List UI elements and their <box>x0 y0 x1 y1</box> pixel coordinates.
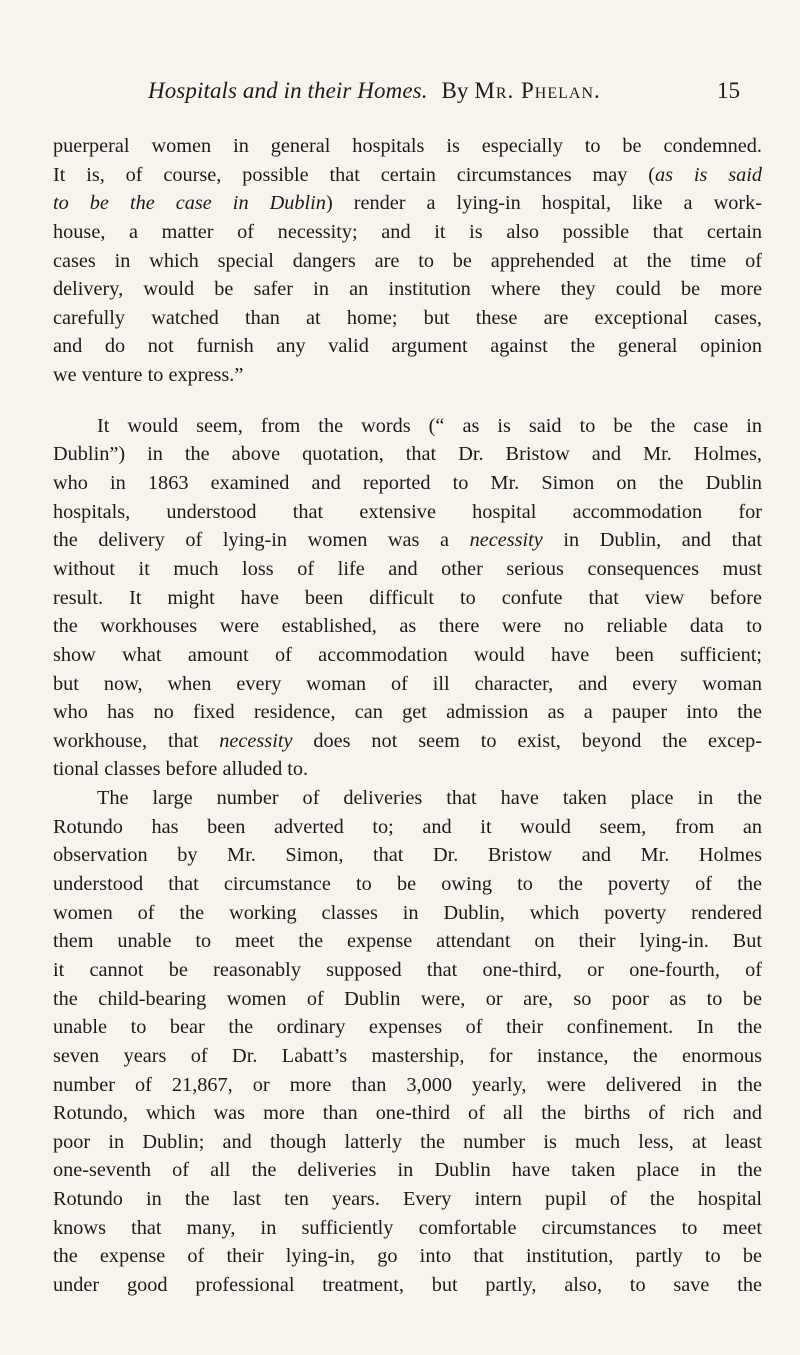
running-head-author: Mr. Phelan. <box>474 78 601 103</box>
text-line: the child-bearing women of Dublin were, or are, so poor as to be <box>53 987 762 1010</box>
text-line <box>53 161 762 190</box>
italic-text: as is said <box>654 163 762 186</box>
text-segment: workhouse, that <box>53 729 220 752</box>
text-line: Rotundo, which was more than one-third of all the births of rich and <box>53 1102 762 1125</box>
italic-text: necessity <box>219 729 293 752</box>
text-line <box>53 189 762 218</box>
paragraph <box>53 132 762 390</box>
running-head-title: Hospitals and in their Homes. <box>148 78 428 103</box>
text-line: Rotundo has been adverted to; and it would seem, from an <box>53 815 762 838</box>
text-segment: does not seem to exist, beyond the excep- <box>292 729 762 752</box>
text-line: number of 21,867, or more than 3,000 yearly, were delivered in the <box>53 1073 762 1096</box>
text-line: under good professional treatment, but partly, also, to save the <box>53 1273 762 1296</box>
text-line: who in 1863 examined and reported to Mr. Simon on the Dublin <box>53 472 762 495</box>
text-line: we venture to express.” <box>53 364 244 387</box>
text-line: hospitals, understood that extensive hospital accommodation for <box>53 500 762 523</box>
text-line: unable to bear the ordinary expenses of their confinement. In the <box>53 1016 762 1039</box>
text-line: who has no fixed residence, can get admission as a pauper into the <box>53 701 762 724</box>
paragraph <box>53 412 762 784</box>
page-number: 15 <box>717 78 740 103</box>
text-line: It would seem, from the words (“ as is said to be the case in <box>97 414 762 437</box>
running-head <box>148 74 740 108</box>
text-line: it cannot be reasonably supposed that one-third, or one-fourth, of <box>53 958 762 981</box>
text-line: result. It might have been difficult to confute that view before <box>53 586 762 609</box>
text-line: but now, when every woman of ill character, and every woman <box>53 672 762 695</box>
text-line: understood that circumstance to be owing to the poverty of the <box>53 873 762 896</box>
text-line: poor in Dublin; and though latterly the number is much less, at least <box>53 1130 762 1153</box>
text-line: and do not furnish any valid argument against the general opinion <box>53 335 762 358</box>
text-segment: ) render a lying-in hospital, like a work- <box>325 192 762 215</box>
text-line: The large number of deliveries that have taken place in the <box>97 787 762 810</box>
text-segment: in Dublin, and that <box>542 529 762 552</box>
text-line: carefully watched than at home; but these are exceptional cases, <box>53 306 762 329</box>
text-line: seven years of Dr. Labatt’s mastership, for instance, the enormous <box>53 1044 762 1067</box>
text-line: delivery, would be safer in an institution where they could be more <box>53 278 762 301</box>
text-line: tional classes before alluded to. <box>53 758 309 781</box>
text-segment: the delivery of lying-in women was a <box>53 529 470 552</box>
text-line: without it much loss of life and other serious consequences must <box>53 557 762 580</box>
italic-text: to be the case in Dublin <box>53 192 326 215</box>
text-line: them unable to meet the expense attendant on their lying-in. But <box>53 930 762 953</box>
text-line: the expense of their lying-in, go into that institution, partly to be <box>53 1245 762 1268</box>
text-line: the workhouses were established, as there were no reliable data to <box>53 615 762 638</box>
paragraph <box>53 784 762 1300</box>
text-line: Dublin”) in the above quotation, that Dr. Bristow and Mr. Holmes, <box>53 443 762 466</box>
text-line: puerperal women in general hospitals is especially to be condemned. <box>53 135 762 157</box>
italic-text: necessity <box>469 529 543 552</box>
text-line: observation by Mr. Simon, that Dr. Bristow and Mr. Holmes <box>53 844 762 867</box>
text-line <box>53 526 762 555</box>
text-line: show what amount of accommodation would have been sufficient; <box>53 643 762 666</box>
text-line <box>53 727 762 756</box>
text-line: house, a matter of necessity; and it is also possible that certain <box>53 220 762 243</box>
body-text <box>53 132 762 1300</box>
text-line: women of the working classes in Dublin, which poverty rendered <box>53 901 762 924</box>
text-segment: It is, of course, possible that certain circumstances may ( <box>53 163 655 186</box>
text-line: one-seventh of all the deliveries in Dublin have taken place in the <box>53 1159 762 1182</box>
text-line: knows that many, in sufficiently comfortable circumstances to meet <box>53 1216 762 1239</box>
text-line: Rotundo in the last ten years. Every intern pupil of the hospital <box>53 1188 762 1211</box>
paragraph-gap <box>53 390 762 412</box>
running-head-by: By <box>441 78 469 103</box>
text-line: cases in which special dangers are to be apprehended at the time of <box>53 249 762 272</box>
